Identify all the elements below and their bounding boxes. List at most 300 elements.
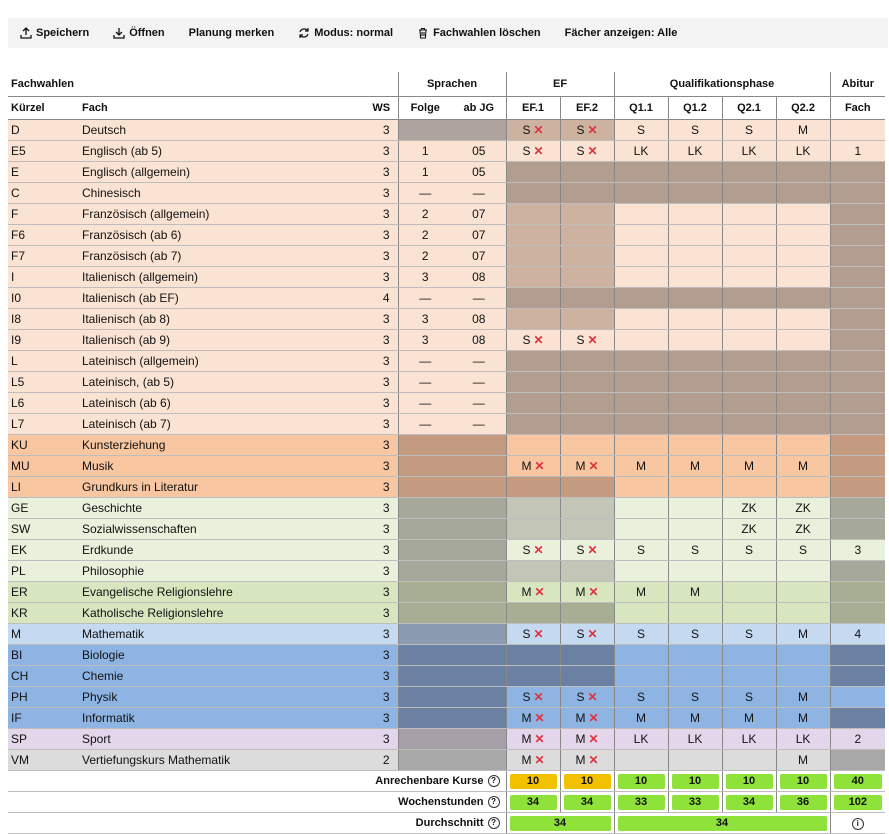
course-cell-q12[interactable] (668, 624, 722, 645)
course-cell-ef2[interactable] (560, 603, 614, 624)
course-cell-q21[interactable] (722, 372, 776, 393)
course-cell-ef1[interactable] (506, 540, 560, 561)
course-cell-q22[interactable] (776, 162, 830, 183)
show-subjects-button[interactable] (553, 18, 690, 48)
course-cell-ef1[interactable] (506, 498, 560, 519)
table-row[interactable] (8, 582, 885, 603)
course-cell-q21[interactable] (722, 729, 776, 750)
course-cell-q11[interactable] (614, 456, 668, 477)
course-cell-ef2[interactable] (560, 141, 614, 162)
table-row[interactable] (8, 120, 885, 141)
course-cell-q12[interactable] (668, 456, 722, 477)
table-row[interactable] (8, 708, 885, 729)
invalid-x-icon: ✕ (587, 690, 598, 704)
course-cell-q21[interactable] (722, 582, 776, 603)
course-cell-q21[interactable] (722, 624, 776, 645)
course-cell-q12[interactable] (668, 687, 722, 708)
table-row[interactable] (8, 435, 885, 456)
course-cell-abi[interactable] (830, 120, 885, 141)
course-cell-q12[interactable] (668, 267, 722, 288)
course-cell-ef1[interactable] (506, 603, 560, 624)
table-row[interactable] (8, 351, 885, 372)
course-cell-q21[interactable] (722, 561, 776, 582)
course-cell-ef2[interactable] (560, 624, 614, 645)
course-cell-q11[interactable] (614, 477, 668, 498)
course-cell-ef1[interactable] (506, 729, 560, 750)
course-cell-ef1[interactable] (506, 582, 560, 603)
course-cell-ef1[interactable] (506, 435, 560, 456)
course-value: M (521, 732, 532, 746)
info-icon[interactable]: i (852, 818, 864, 830)
subject-name: Deutsch (79, 120, 365, 141)
course-cell-abi[interactable] (830, 498, 885, 519)
course-cell-q12[interactable] (668, 666, 722, 687)
course-cell-abi[interactable] (830, 414, 885, 435)
course-cell-ef2[interactable] (560, 183, 614, 204)
course-value: S (637, 123, 646, 137)
course-cell-ef1[interactable] (506, 120, 560, 141)
course-cell-ef2[interactable] (560, 225, 614, 246)
course-cell-abi[interactable] (830, 708, 885, 729)
course-cell-q11[interactable] (614, 162, 668, 183)
wochen-ef1: 34 (510, 795, 557, 810)
course-value: 4 (854, 627, 862, 641)
course-cell-ef2[interactable] (560, 267, 614, 288)
course-cell-q21[interactable] (722, 456, 776, 477)
course-cell-q21[interactable] (722, 225, 776, 246)
subject-name: Lateinisch (allgemein) (79, 351, 365, 372)
course-cell-q11[interactable] (614, 687, 668, 708)
table-row[interactable] (8, 288, 885, 309)
course-cell-q11[interactable] (614, 351, 668, 372)
course-cell-q22[interactable] (776, 393, 830, 414)
course-value: M (798, 753, 809, 767)
course-cell-ef1[interactable] (506, 309, 560, 330)
open-button[interactable] (101, 18, 176, 48)
table-row[interactable] (8, 603, 885, 624)
sprache-abjg: 08 (452, 309, 506, 330)
course-cell-q22[interactable] (776, 708, 830, 729)
course-cell-ef2[interactable] (560, 687, 614, 708)
course-cell-ef1[interactable] (506, 162, 560, 183)
table-row[interactable] (8, 477, 885, 498)
course-cell-q12[interactable] (668, 330, 722, 351)
course-cell-ef1[interactable] (506, 687, 560, 708)
course-cell-q12[interactable] (668, 498, 722, 519)
course-cell-ef2[interactable] (560, 330, 614, 351)
subject-name: Lateinisch, (ab 5) (79, 372, 365, 393)
course-cell-ef2[interactable] (560, 162, 614, 183)
course-cell-q12[interactable] (668, 729, 722, 750)
course-value: S (576, 123, 585, 137)
course-cell-q11[interactable] (614, 561, 668, 582)
course-cell-ef2[interactable] (560, 414, 614, 435)
delete-choices-button[interactable] (405, 18, 553, 48)
course-cell-q21[interactable] (722, 393, 776, 414)
course-cell-q12[interactable] (668, 288, 722, 309)
course-cell-q21[interactable] (722, 540, 776, 561)
course-cell-abi[interactable] (830, 456, 885, 477)
course-cell-abi[interactable] (830, 162, 885, 183)
table-row[interactable] (8, 687, 885, 708)
sprache-folge (398, 120, 452, 141)
table-row[interactable] (8, 750, 885, 771)
course-cell-ef2[interactable] (560, 498, 614, 519)
course-cell-ef2[interactable] (560, 372, 614, 393)
course-cell-q22[interactable] (776, 561, 830, 582)
course-cell-abi[interactable] (830, 666, 885, 687)
table-row[interactable] (8, 309, 885, 330)
course-cell-abi[interactable] (830, 183, 885, 204)
course-cell-q22[interactable] (776, 330, 830, 351)
course-cell-ef2[interactable] (560, 729, 614, 750)
course-cell-abi[interactable] (830, 729, 885, 750)
course-cell-q11[interactable] (614, 183, 668, 204)
subject-ws: 3 (365, 204, 398, 225)
course-cell-q21[interactable] (722, 519, 776, 540)
course-cell-ef1[interactable] (506, 267, 560, 288)
course-cell-q12[interactable] (668, 393, 722, 414)
course-cell-abi[interactable] (830, 603, 885, 624)
course-cell-abi[interactable] (830, 519, 885, 540)
course-cell-q11[interactable] (614, 246, 668, 267)
course-value: M (798, 711, 809, 725)
course-cell-q22[interactable] (776, 309, 830, 330)
course-cell-q21[interactable] (722, 498, 776, 519)
help-icon[interactable]: ? (488, 775, 500, 787)
course-cell-q22[interactable] (776, 645, 830, 666)
course-value: S (522, 627, 531, 641)
subject-name: Englisch (ab 5) (79, 141, 365, 162)
course-cell-q12[interactable] (668, 246, 722, 267)
subject-name: Lateinisch (ab 7) (79, 414, 365, 435)
course-cell-q12[interactable] (668, 540, 722, 561)
course-cell-abi[interactable] (830, 624, 885, 645)
course-cell-ef1[interactable] (506, 225, 560, 246)
course-cell-q11[interactable] (614, 708, 668, 729)
sprache-abjg (452, 729, 506, 750)
table-row[interactable] (8, 519, 885, 540)
course-cell-q22[interactable] (776, 666, 830, 687)
course-cell-q22[interactable] (776, 582, 830, 603)
course-cell-q12[interactable] (668, 582, 722, 603)
mode-button[interactable] (286, 18, 405, 48)
course-cell-ef1[interactable] (506, 141, 560, 162)
table-row[interactable] (8, 141, 885, 162)
course-cell-ef2[interactable] (560, 645, 614, 666)
course-value: M (690, 459, 701, 473)
course-cell-q11[interactable] (614, 435, 668, 456)
course-cell-ef1[interactable] (506, 372, 560, 393)
course-cell-ef1[interactable] (506, 393, 560, 414)
course-cell-q11[interactable] (614, 582, 668, 603)
course-cell-ef2[interactable] (560, 120, 614, 141)
course-cell-abi[interactable] (830, 561, 885, 582)
sprache-folge (398, 666, 452, 687)
course-cell-q11[interactable] (614, 141, 668, 162)
course-cell-q22[interactable] (776, 687, 830, 708)
course-cell-q21[interactable] (722, 708, 776, 729)
course-cell-q21[interactable] (722, 351, 776, 372)
course-cell-q21[interactable] (722, 288, 776, 309)
course-cell-q21[interactable] (722, 120, 776, 141)
course-cell-abi[interactable] (830, 582, 885, 603)
table-row[interactable] (8, 393, 885, 414)
course-cell-q22[interactable] (776, 267, 830, 288)
help-icon[interactable]: ? (488, 796, 500, 808)
course-cell-q12[interactable] (668, 414, 722, 435)
course-cell-q12[interactable] (668, 162, 722, 183)
course-cell-q12[interactable] (668, 372, 722, 393)
course-cell-ef2[interactable] (560, 540, 614, 561)
subject-ws: 3 (365, 666, 398, 687)
course-cell-q22[interactable] (776, 141, 830, 162)
course-cell-abi[interactable] (830, 204, 885, 225)
course-value: ZK (741, 522, 757, 536)
course-cell-q22[interactable] (776, 435, 830, 456)
course-cell-q22[interactable] (776, 477, 830, 498)
course-cell-q12[interactable] (668, 309, 722, 330)
course-cell-abi[interactable] (830, 225, 885, 246)
course-cell-abi[interactable] (830, 309, 885, 330)
course-cell-ef2[interactable] (560, 519, 614, 540)
course-cell-ef2[interactable] (560, 477, 614, 498)
course-cell-q12[interactable] (668, 750, 722, 771)
course-cell-q12[interactable] (668, 120, 722, 141)
course-cell-q21[interactable] (722, 666, 776, 687)
course-cell-q12[interactable] (668, 519, 722, 540)
course-cell-q21[interactable] (722, 183, 776, 204)
course-value: ZK (795, 522, 811, 536)
sprache-abjg: — (452, 183, 506, 204)
help-icon[interactable]: ? (488, 817, 500, 829)
course-cell-q21[interactable] (722, 141, 776, 162)
course-cell-q22[interactable] (776, 519, 830, 540)
course-cell-q21[interactable] (722, 603, 776, 624)
course-cell-ef1[interactable] (506, 288, 560, 309)
course-cell-q22[interactable] (776, 456, 830, 477)
course-cell-ef1[interactable] (506, 204, 560, 225)
course-cell-ef2[interactable] (560, 750, 614, 771)
table-row[interactable] (8, 498, 885, 519)
course-cell-q11[interactable] (614, 603, 668, 624)
course-cell-q11[interactable] (614, 540, 668, 561)
course-cell-q21[interactable] (722, 267, 776, 288)
course-cell-q21[interactable] (722, 414, 776, 435)
course-cell-ef2[interactable] (560, 351, 614, 372)
course-cell-ef1[interactable] (506, 708, 560, 729)
course-cell-q12[interactable] (668, 561, 722, 582)
course-cell-abi[interactable] (830, 687, 885, 708)
course-cell-q11[interactable] (614, 498, 668, 519)
course-cell-q22[interactable] (776, 624, 830, 645)
course-cell-q21[interactable] (722, 435, 776, 456)
course-cell-q22[interactable] (776, 414, 830, 435)
course-cell-q22[interactable] (776, 729, 830, 750)
course-cell-q22[interactable] (776, 246, 830, 267)
table-row[interactable] (8, 540, 885, 561)
course-cell-q11[interactable] (614, 225, 668, 246)
subject-ws: 3 (365, 624, 398, 645)
table-row[interactable] (8, 729, 885, 750)
course-cell-q12[interactable] (668, 477, 722, 498)
course-value: M (575, 585, 586, 599)
course-cell-q22[interactable] (776, 225, 830, 246)
refresh-icon (298, 27, 310, 39)
course-cell-abi[interactable] (830, 288, 885, 309)
course-cell-ef1[interactable] (506, 456, 560, 477)
course-cell-abi[interactable] (830, 330, 885, 351)
course-cell-q11[interactable] (614, 750, 668, 771)
course-value: LK (795, 144, 811, 158)
subject-name: Lateinisch (ab 6) (79, 393, 365, 414)
course-cell-q12[interactable] (668, 351, 722, 372)
course-cell-abi[interactable] (830, 141, 885, 162)
course-cell-q11[interactable] (614, 204, 668, 225)
table-row[interactable] (8, 624, 885, 645)
course-cell-q11[interactable] (614, 120, 668, 141)
course-cell-q12[interactable] (668, 603, 722, 624)
course-cell-abi[interactable] (830, 372, 885, 393)
course-value: M (690, 585, 701, 599)
anrechenbar-abi: 40 (834, 774, 883, 789)
course-cell-ef1[interactable] (506, 519, 560, 540)
course-cell-q22[interactable] (776, 351, 830, 372)
course-cell-q11[interactable] (614, 729, 668, 750)
course-cell-q21[interactable] (722, 162, 776, 183)
table-row[interactable] (8, 204, 885, 225)
course-cell-ef2[interactable] (560, 561, 614, 582)
course-cell-abi[interactable] (830, 477, 885, 498)
course-cell-q21[interactable] (722, 750, 776, 771)
subject-ws: 3 (365, 246, 398, 267)
course-cell-ef1[interactable] (506, 750, 560, 771)
course-cell-q11[interactable] (614, 414, 668, 435)
course-value: S (637, 690, 646, 704)
course-cell-q21[interactable] (722, 645, 776, 666)
course-cell-q21[interactable] (722, 204, 776, 225)
remember-planning-button[interactable] (177, 18, 287, 48)
course-cell-q12[interactable] (668, 204, 722, 225)
course-cell-q12[interactable] (668, 141, 722, 162)
course-cell-abi[interactable] (830, 267, 885, 288)
subject-ws: 4 (365, 288, 398, 309)
course-cell-q12[interactable] (668, 435, 722, 456)
course-cell-ef1[interactable] (506, 351, 560, 372)
course-cell-q22[interactable] (776, 120, 830, 141)
course-cell-ef1[interactable] (506, 477, 560, 498)
course-cell-ef2[interactable] (560, 393, 614, 414)
table-row[interactable] (8, 162, 885, 183)
course-cell-abi[interactable] (830, 351, 885, 372)
course-cell-q22[interactable] (776, 750, 830, 771)
course-cell-q11[interactable] (614, 330, 668, 351)
course-cell-ef2[interactable] (560, 435, 614, 456)
table-row[interactable] (8, 456, 885, 477)
table-row[interactable] (8, 225, 885, 246)
course-cell-ef2[interactable] (560, 309, 614, 330)
course-cell-q11[interactable] (614, 309, 668, 330)
table-row[interactable] (8, 183, 885, 204)
course-cell-ef2[interactable] (560, 666, 614, 687)
table-row[interactable] (8, 666, 885, 687)
course-cell-q11[interactable] (614, 645, 668, 666)
table-row[interactable] (8, 267, 885, 288)
course-cell-ef1[interactable] (506, 246, 560, 267)
course-cell-q22[interactable] (776, 183, 830, 204)
course-cell-ef2[interactable] (560, 204, 614, 225)
course-cell-q12[interactable] (668, 645, 722, 666)
course-value: S (691, 690, 700, 704)
course-cell-q22[interactable] (776, 288, 830, 309)
subject-name: Französisch (ab 6) (79, 225, 365, 246)
table-row[interactable] (8, 645, 885, 666)
course-cell-abi[interactable] (830, 540, 885, 561)
course-cell-q22[interactable] (776, 204, 830, 225)
course-cell-q21[interactable] (722, 246, 776, 267)
table-row[interactable] (8, 561, 885, 582)
course-cell-q21[interactable] (722, 477, 776, 498)
course-cell-q11[interactable] (614, 624, 668, 645)
course-cell-q21[interactable] (722, 309, 776, 330)
table-row[interactable] (8, 246, 885, 267)
course-cell-q12[interactable] (668, 225, 722, 246)
course-cell-q12[interactable] (668, 183, 722, 204)
course-cell-ef1[interactable] (506, 624, 560, 645)
course-value: M (575, 711, 586, 725)
subject-kuerzel: SP (8, 729, 79, 750)
course-cell-q22[interactable] (776, 603, 830, 624)
course-cell-q22[interactable] (776, 372, 830, 393)
course-cell-ef1[interactable] (506, 645, 560, 666)
course-cell-q11[interactable] (614, 372, 668, 393)
course-cell-ef1[interactable] (506, 561, 560, 582)
course-cell-abi[interactable] (830, 435, 885, 456)
course-cell-q21[interactable] (722, 330, 776, 351)
course-cell-ef1[interactable] (506, 666, 560, 687)
save-button[interactable] (8, 18, 101, 48)
course-cell-q22[interactable] (776, 498, 830, 519)
sprache-abjg (452, 750, 506, 771)
course-cell-ef1[interactable] (506, 330, 560, 351)
course-cell-q12[interactable] (668, 708, 722, 729)
course-cell-q11[interactable] (614, 519, 668, 540)
course-cell-ef2[interactable] (560, 246, 614, 267)
course-cell-abi[interactable] (830, 750, 885, 771)
course-cell-ef2[interactable] (560, 456, 614, 477)
subject-name: Chinesisch (79, 183, 365, 204)
course-value: S (691, 543, 700, 557)
course-cell-abi[interactable] (830, 246, 885, 267)
course-cell-ef2[interactable] (560, 288, 614, 309)
course-cell-abi[interactable] (830, 393, 885, 414)
course-cell-q22[interactable] (776, 540, 830, 561)
table-row[interactable] (8, 372, 885, 393)
course-cell-q21[interactable] (722, 687, 776, 708)
table-row[interactable] (8, 330, 885, 351)
course-cell-ef1[interactable] (506, 183, 560, 204)
table-row[interactable] (8, 414, 885, 435)
course-cell-ef2[interactable] (560, 582, 614, 603)
course-cell-q11[interactable] (614, 393, 668, 414)
course-value: S (745, 690, 754, 704)
course-cell-ef2[interactable] (560, 708, 614, 729)
course-cell-q11[interactable] (614, 267, 668, 288)
course-cell-ef1[interactable] (506, 414, 560, 435)
course-cell-q11[interactable] (614, 666, 668, 687)
course-cell-abi[interactable] (830, 645, 885, 666)
course-cell-q11[interactable] (614, 288, 668, 309)
